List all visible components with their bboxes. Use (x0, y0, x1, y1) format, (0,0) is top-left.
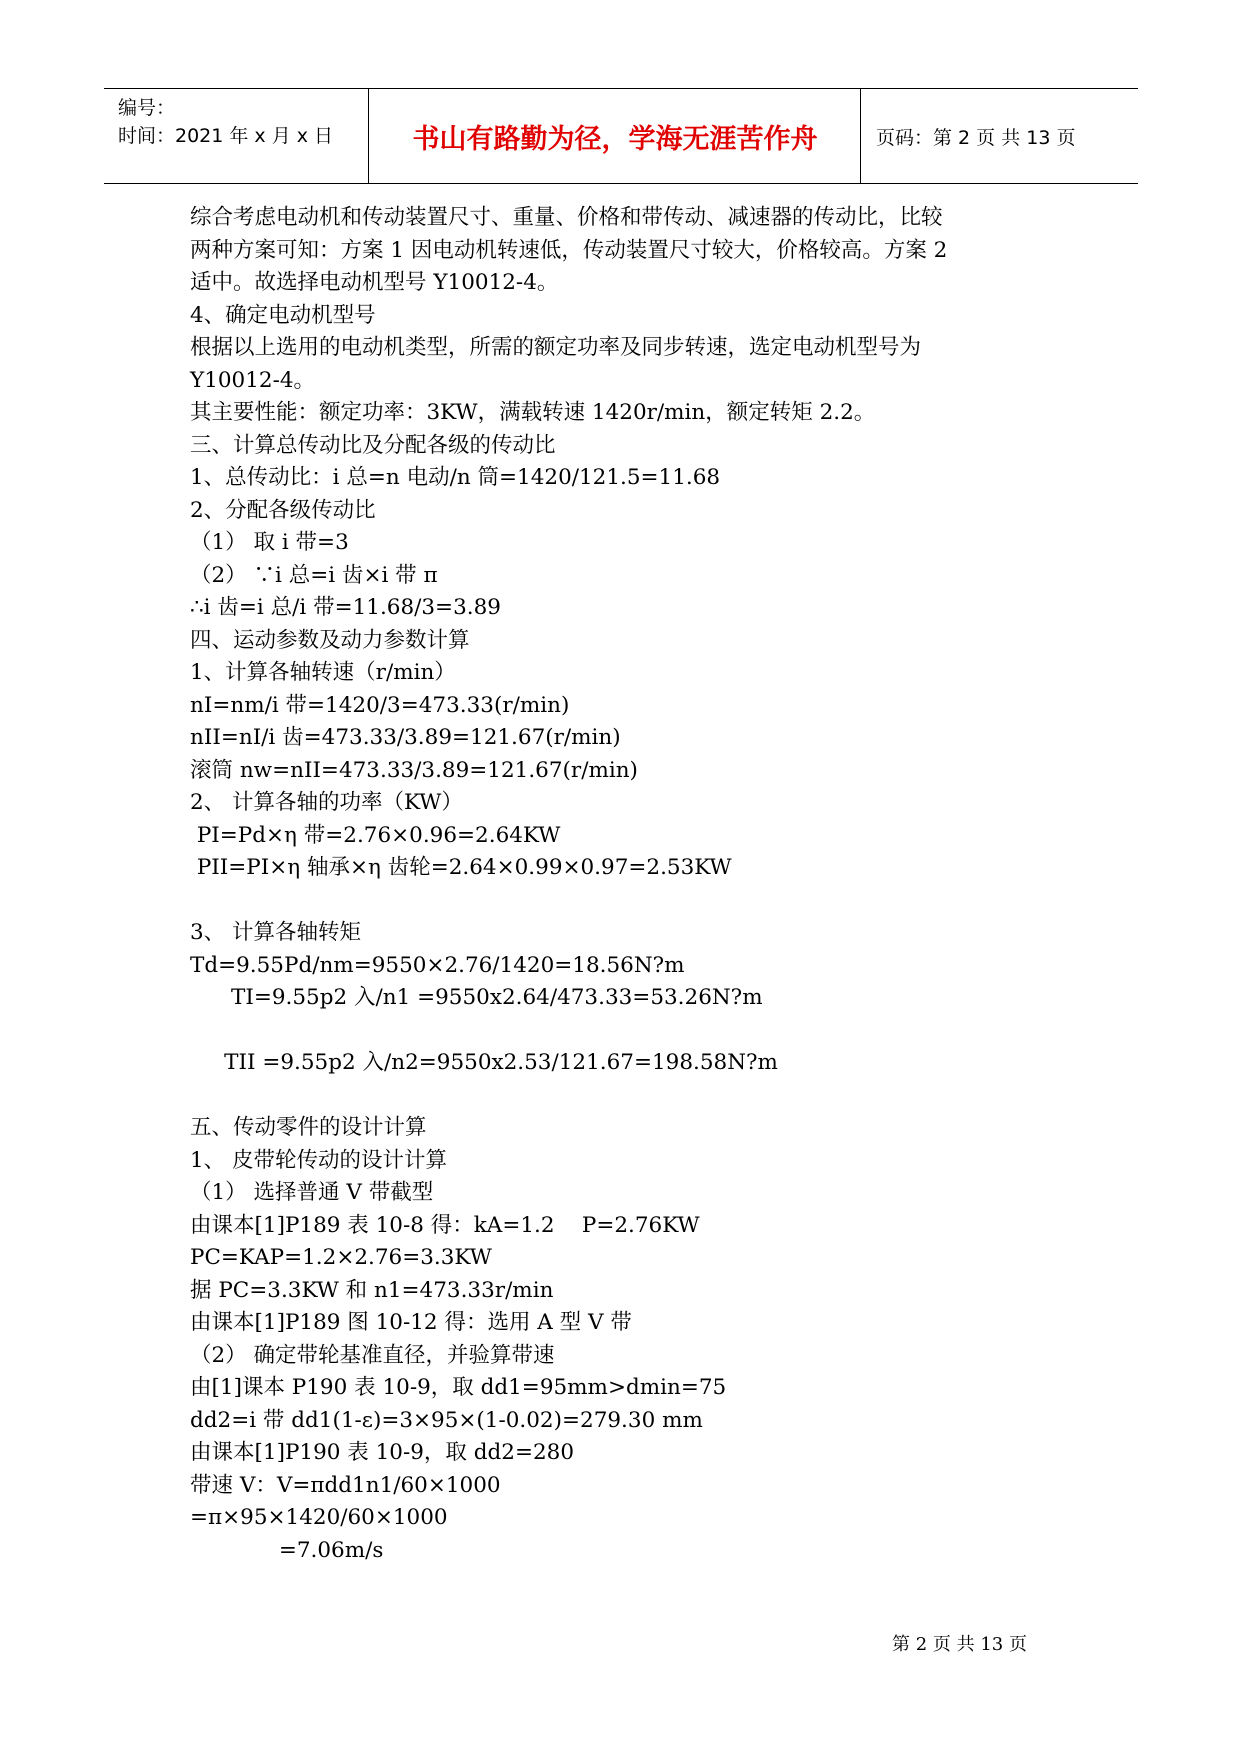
body-text-line: nII=nI/i 齿=473.33/3.89=121.67(r/min) (190, 725, 621, 750)
body-text-line: 五、传动零件的设计计算 (190, 1115, 427, 1140)
document-time-label: 时间：2021 年 x 月 x 日 (118, 125, 334, 147)
header-page-cell (862, 89, 1138, 183)
body-text-line: PII=PI×η 轴承×η 齿轮=2.64×0.99×0.97=2.53KW (190, 855, 732, 880)
body-text-line: PC=KAP=1.2×2.76=3.3KW (190, 1245, 492, 1270)
page-header (104, 88, 1138, 184)
body-text-line (190, 885, 1090, 918)
body-text-line: （2） 确定带轮基准直径，并验算带速 (190, 1342, 555, 1368)
body-text-line: TI=9.55p2 入/n1 =9550x2.64/473.33=53.26N?m (190, 985, 763, 1010)
body-text-line: nI=nm/i 带=1420/3=473.33(r/min) (190, 692, 570, 718)
body-text-line: 滚筒 nw=nII=473.33/3.89=121.67(r/min) (190, 757, 638, 783)
body-text-line: PI=Pd×η 带=2.76×0.96=2.64KW (190, 822, 561, 848)
body-text-line (190, 1080, 1090, 1113)
header-motto: 书山有路勤为径，学海无涯苦作舟 (412, 124, 818, 155)
body-text-line: 由课本[1]P189 表 10-8 得：kA=1.2 P=2.76KW (190, 1212, 700, 1238)
body-text-line: 由[1]课本 P190 表 10-9，取 dd1=95mm>dmin=75 (190, 1375, 727, 1400)
body-text-line: 四、运动参数及动力参数计算 (190, 627, 470, 653)
document-number-label: 编号： (118, 97, 176, 119)
body-text-line: 3、 计算各轴转矩 (190, 920, 362, 945)
body-text-line: 根据以上选用的电动机类型，所需的额定功率及同步转速，选定电动机型号为 (190, 335, 922, 360)
body-text-line: 1、计算各轴转速（r/min） (190, 660, 456, 685)
body-text-line: 1、 皮带轮传动的设计计算 (190, 1147, 448, 1173)
body-text-line: 三、计算总传动比及分配各级的传动比 (190, 432, 556, 458)
body-text-line: 综合考虑电动机和传动装置尺寸、重量、价格和带传动、减速器的传动比，比较 (190, 205, 943, 230)
body-text-line: 两种方案可知：方案 1 因电动机转速低，传动装置尺寸较大，价格较高。方案 2 (190, 237, 948, 263)
body-text-line: TII =9.55p2 入/n2=9550x2.53/121.67=198.58N?m (190, 1050, 778, 1075)
page-footer: 第 2 页 共 13 页 (892, 1634, 1027, 1655)
body-text-line: 2、分配各级传动比 (190, 497, 376, 523)
body-text-line: （1） 取 i 带=3 (190, 530, 349, 555)
body-text-line: Td=9.55Pd/nm=9550×2.76/1420=18.56N?m (190, 952, 685, 978)
body-text-line: 据 PC=3.3KW 和 n1=473.33r/min (190, 1277, 554, 1303)
body-text-line: ∴i 齿=i 总/i 带=11.68/3=3.89 (190, 595, 501, 620)
body-text-line: 由课本[1]P189 图 10-12 得：选用 A 型 V 带 (190, 1310, 632, 1335)
body-text-line: 4、确定电动机型号 (190, 302, 376, 328)
body-text-line: 由课本[1]P190 表 10-9，取 dd2=280 (190, 1440, 575, 1465)
header-motto-cell (370, 89, 861, 183)
body-text-line: （2） ∵i 总=i 齿×i 带 π (190, 562, 438, 588)
document-body (190, 202, 1090, 1567)
body-text-line: =π×95×1420/60×1000 (190, 1505, 448, 1530)
body-text-line: 2、 计算各轴的功率（KW） (190, 790, 463, 815)
header-info-cell (104, 89, 369, 183)
body-text-line: （1） 选择普通 V 带截型 (190, 1180, 434, 1205)
body-text-line: Y10012-4。 (190, 367, 316, 393)
body-text-line: 其主要性能：额定功率：3KW，满载转速 1420r/min，额定转矩 2.2。 (190, 400, 876, 425)
body-text-line: 1、总传动比：i 总=n 电动/n 筒=1420/121.5=11.68 (190, 465, 721, 490)
body-text-line: dd2=i 带 dd1(1-ε)=3×95×(1-0.02)=279.30 mm (190, 1407, 703, 1433)
body-text-line: =7.06m/s (190, 1537, 384, 1563)
body-text-line: 适中。故选择电动机型号 Y10012-4。 (190, 270, 559, 295)
body-text-line: 带速 V：V=πdd1n1/60×1000 (190, 1472, 501, 1498)
header-page-number: 页码：第 2 页 共 13 页 (876, 127, 1076, 149)
body-text-line (190, 1015, 1090, 1048)
